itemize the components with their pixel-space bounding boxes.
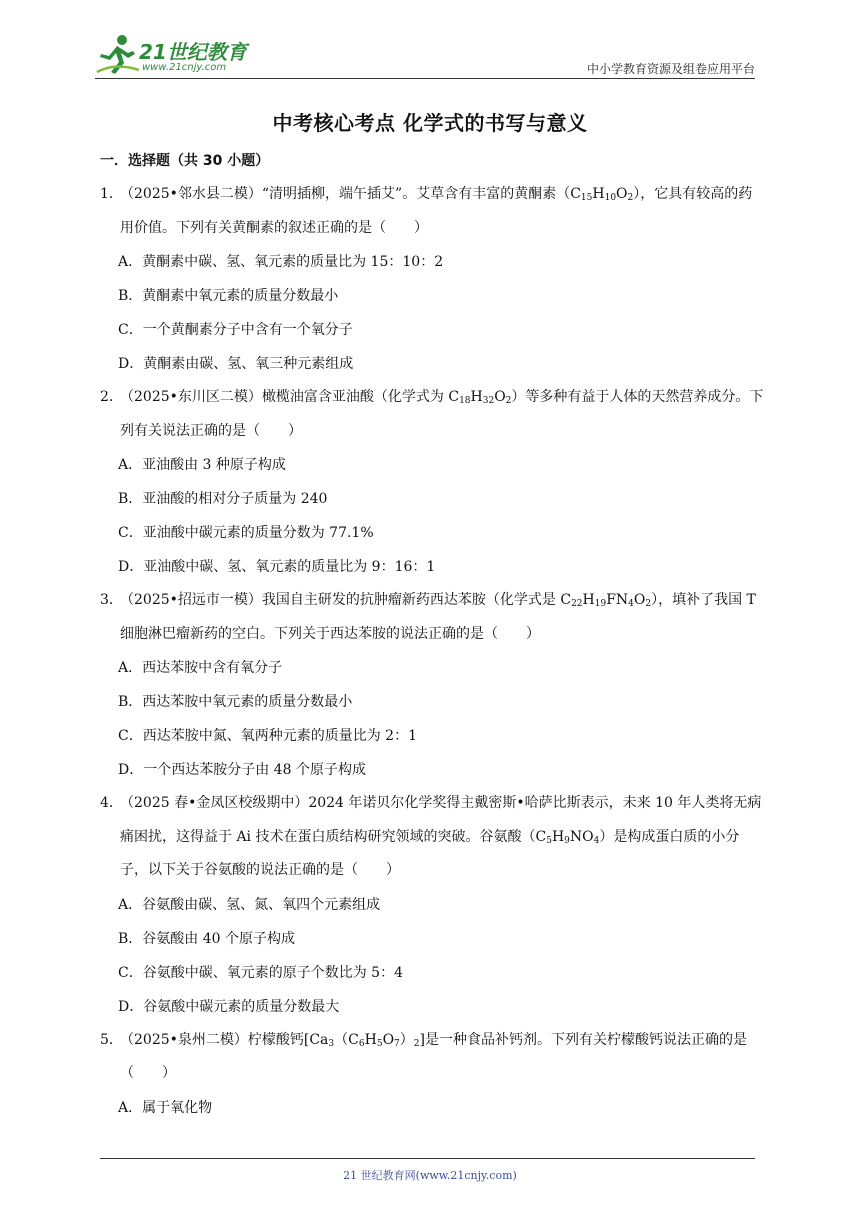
stem-text: （2025•东川区二模）橄榄油富含亚油酸（化学式为 C <box>120 389 460 405</box>
stem-text: （2025•招远市一模）我国自主研发的抗肿瘤新药西达苯胺（化学式是 C <box>120 592 572 608</box>
option-c[interactable]: C．西达苯胺中氮、氧两种元素的质量比为 2：1 <box>118 728 417 744</box>
question-number: 2． <box>100 389 123 405</box>
option-a[interactable]: A．西达苯胺中含有氧分子 <box>118 660 283 676</box>
site-logo <box>95 30 265 78</box>
formula-part: H <box>551 828 565 845</box>
formula-part: O <box>633 592 646 608</box>
question-item <box>100 178 765 381</box>
runner-logo-icon <box>95 32 141 78</box>
stem-text: ），它具有较高的药用价值。下列有关黄酮素的叙述正确的是（ ） <box>120 186 753 236</box>
formula-subscript: 2 <box>627 193 634 203</box>
option-c[interactable]: C．谷氨酸中碳、氧元素的原子个数比为 5：4 <box>118 964 403 981</box>
header-divider <box>95 78 755 79</box>
formula-part: H <box>592 186 605 202</box>
question-item <box>100 584 765 787</box>
option-c[interactable]: C．亚油酸中碳元素的质量分数为 77.1% <box>118 525 374 541</box>
page-title: 中考核心考点 化学式的书写与意义 <box>272 111 588 135</box>
question-number: 4． <box>100 795 123 811</box>
formula-subscript: 10 <box>604 193 617 203</box>
formula-subscript: 5 <box>376 1038 383 1049</box>
logo-url: www.21cnjy.com <box>142 62 227 73</box>
option-a[interactable]: A．属于氧化物 <box>118 1099 213 1116</box>
option-b[interactable]: B．亚油酸的相对分子质量为 240 <box>118 491 328 507</box>
formula-part: FN <box>606 592 629 608</box>
logo-wordmark: 21世纪教育 <box>139 40 247 64</box>
question-number: 3． <box>100 592 123 608</box>
question-item <box>100 787 765 1024</box>
formula-part: （C <box>334 1031 359 1048</box>
question-stem <box>100 584 765 651</box>
formula-subscript: 3 <box>328 1038 335 1049</box>
question-item <box>100 381 765 584</box>
question-number: 5． <box>100 1031 123 1048</box>
option-b[interactable]: B．黄酮素中氧元素的质量分数最小 <box>118 288 339 304</box>
formula-part: H <box>582 592 595 608</box>
stem-text: （2025•泉州二模）柠檬酸钙[Ca <box>120 1031 329 1048</box>
formula-part: H <box>364 1031 377 1048</box>
option-d[interactable]: D．黄酮素由碳、氢、氧三种元素组成 <box>118 356 354 372</box>
option-c[interactable]: C．一个黄酮素分子中含有一个氧分子 <box>118 322 353 338</box>
formula-subscript: 2 <box>645 599 652 609</box>
platform-label: 中小学教育资源及组卷应用平台 <box>586 62 755 76</box>
option-d[interactable]: D．谷氨酸中碳元素的质量分数最大 <box>118 998 340 1015</box>
formula-subscript: 18 <box>459 396 471 406</box>
footer-link[interactable]: 21 世纪教育网(www.21cnjy.com) <box>343 1169 517 1182</box>
stem-text: ）是构成蛋白质的小分子，以下关于谷氨酸的说法正确的是（ ） <box>120 828 740 878</box>
formula-part: O <box>382 1031 395 1048</box>
question-number: 1． <box>100 186 123 202</box>
formula-subscript: 5 <box>546 835 552 846</box>
option-b[interactable]: B．西达苯胺中氧元素的质量分数最小 <box>118 694 353 710</box>
page-header <box>95 30 755 80</box>
question-item <box>100 1024 765 1125</box>
formula-subscript: 9 <box>564 835 570 846</box>
option-a[interactable]: A．谷氨酸由碳、氢、氮、氧四个元素组成 <box>118 896 381 913</box>
option-d[interactable]: D．一个西达苯胺分子由 48 个原子构成 <box>118 762 366 778</box>
formula-subscript: 7 <box>394 1038 400 1049</box>
stem-text: ）等多种有益于人体的天然营养成分。下列有关说法正确的是（ ） <box>120 389 764 439</box>
option-a[interactable]: A．黄酮素中碳、氢、氧元素的质量比为 15：10：2 <box>118 254 444 270</box>
formula-subscript: 2 <box>413 1038 420 1049</box>
option-d[interactable]: D．亚油酸中碳、氢、氧元素的质量比为 9：16：1 <box>118 559 436 575</box>
formula-subscript: 6 <box>358 1038 365 1049</box>
question-stem <box>100 178 765 245</box>
question-stem <box>100 381 765 448</box>
section-heading: 一．选择题（共 30 小题） <box>100 153 270 169</box>
formula-part: O <box>494 389 506 405</box>
stem-text: ]是一种食品补钙剂。下列有关柠檬酸钙说法正确的是（ ） <box>120 1031 747 1081</box>
formula-part: ） <box>399 1031 414 1048</box>
option-b[interactable]: B．谷氨酸由 40 个原子构成 <box>118 930 296 947</box>
formula-part: NO <box>569 828 594 845</box>
formula-subscript: 15 <box>580 193 593 203</box>
formula-part: O <box>616 186 628 202</box>
formula-subscript: 19 <box>594 599 607 609</box>
question-list <box>100 178 765 1125</box>
formula-subscript: 4 <box>593 835 600 846</box>
question-stem <box>100 1024 765 1091</box>
stem-text: ），填补了我国 T 细胞淋巴瘤新药的空白。下列关于西达苯胺的说法正确的是（ ） <box>120 592 756 642</box>
formula-part: H <box>470 389 483 405</box>
formula-subscript: 32 <box>482 396 495 406</box>
formula-subscript: 4 <box>628 599 634 609</box>
question-stem <box>100 787 765 888</box>
formula-subscript: 2 <box>505 396 512 406</box>
formula-subscript: 22 <box>571 599 583 609</box>
stem-text: （2025•邻水县二模）“清明插柳，端午插艾”。艾草含有丰富的黄酮素（C <box>120 186 581 202</box>
stem-text: （2025 春•金凤区校级期中）2024 年诺贝尔化学奖得主戴密斯•哈萨比斯表示，未来 10 年人类将无病痛困扰，这得益于 Ai 技术在蛋白质结构研究领域的突破。谷氨酸（C <box>120 795 762 845</box>
footer-divider <box>100 1158 755 1159</box>
option-a[interactable]: A．亚油酸由 3 种原子构成 <box>118 457 286 473</box>
